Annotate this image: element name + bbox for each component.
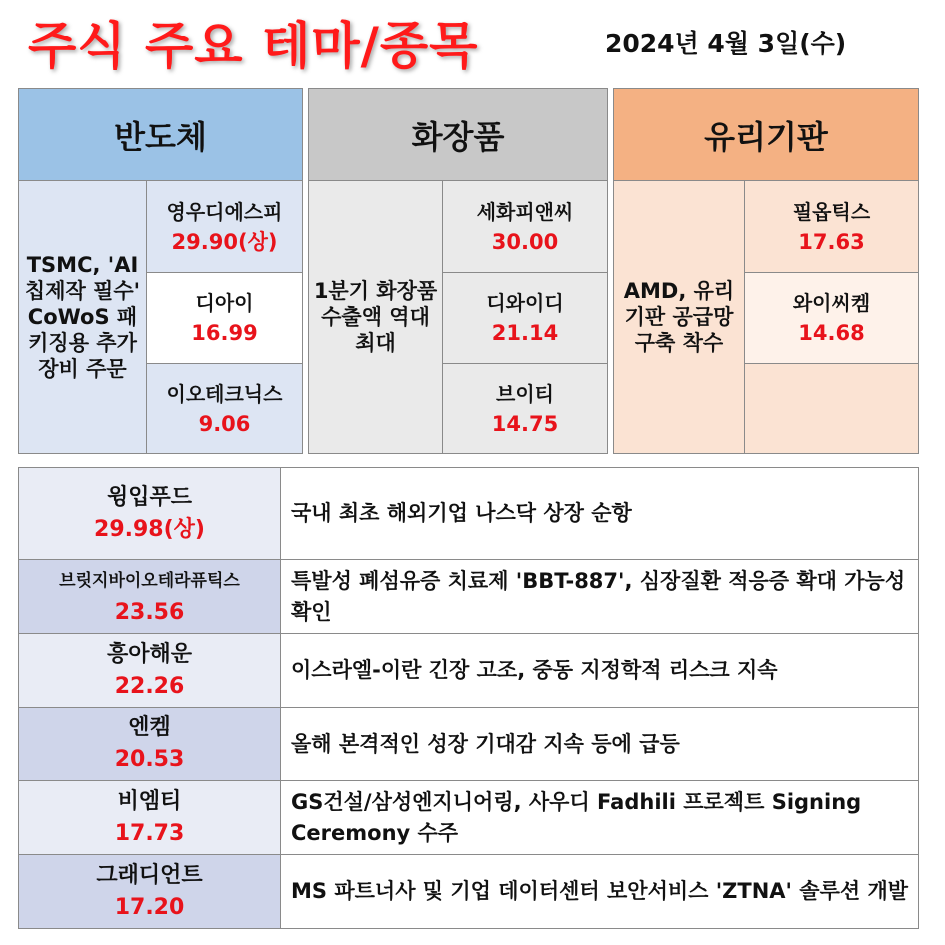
stock-name: 영우디에스피 (166, 199, 283, 224)
theme-stock (745, 272, 918, 363)
theme-panel-cosmetics (308, 88, 608, 454)
stock-change: 14.68 (798, 321, 865, 345)
table-row (19, 633, 918, 707)
stock-cell (19, 855, 281, 928)
theme-description: 1분기 화장품 수출액 역대 최대 (309, 181, 443, 453)
stock-cell (19, 708, 281, 780)
news-text: 이스라엘-이란 긴장 고조, 중동 지정학적 리스크 지속 (281, 634, 918, 707)
stock-change: 22.26 (114, 673, 185, 699)
stock-change: 21.14 (491, 321, 559, 345)
stock-name: 와이씨켐 (792, 291, 871, 315)
table-row (19, 854, 918, 928)
stock-name: 세화피앤씨 (476, 199, 574, 224)
stock-change: 16.99 (191, 321, 258, 345)
theme-stock (443, 363, 607, 454)
table-row (19, 468, 918, 559)
stock-cell (19, 468, 281, 559)
stock-change: 17.73 (114, 820, 185, 846)
stock-name: 이오테크닉스 (166, 382, 283, 406)
stock-name: 비엠티 (117, 788, 182, 814)
theme-stock (147, 363, 302, 454)
theme-stock (745, 181, 918, 272)
stock-name: 브릿지바이오테라퓨틱스 (59, 570, 240, 591)
table-row (19, 707, 918, 780)
stock-name: 브이티 (496, 382, 554, 406)
stock-cell (19, 560, 281, 633)
theme-title: 화장품 (309, 89, 607, 181)
stock-change: 20.53 (114, 747, 185, 772)
stock-cell (19, 781, 281, 854)
news-text: 특발성 폐섬유증 치료제 'BBT-887', 심장질환 적응증 확대 가능성 확인 (281, 560, 918, 633)
stock-name: 윙입푸드 (106, 484, 192, 510)
theme-title: 반도체 (19, 89, 302, 181)
theme-panel-glass-substrate (613, 88, 919, 454)
stock-name: 그래디언트 (96, 862, 203, 888)
news-text: GS건설/삼성엔지니어링, 사우디 Fadhili 프로젝트 Signing Ceremony 수주 (281, 781, 918, 854)
news-text: MS 파트너사 및 기업 데이터센터 보안서비스 'ZTNA' 솔루션 개발 (281, 855, 918, 928)
stock-name: 엔켐 (128, 715, 171, 740)
news-text: 국내 최초 해외기업 나스닥 상장 순항 (281, 468, 918, 559)
theme-stock (147, 181, 302, 272)
page-title: 주식 주요 테마/종목 (28, 17, 479, 75)
theme-title: 유리기판 (614, 89, 918, 181)
stock-change: 14.75 (491, 412, 559, 436)
stock-name: 필옵틱스 (792, 199, 871, 224)
theme-description: TSMC, 'AI 칩제작 필수' CoWoS 패키징용 추가 장비 주문 (19, 181, 147, 453)
stock-name: 디아이 (195, 291, 254, 315)
theme-stock-empty (745, 363, 918, 454)
theme-stock (443, 272, 607, 363)
theme-panel-semiconductor (18, 88, 303, 454)
stock-change: 9.06 (198, 412, 251, 436)
report-date: 2024년 4월 3일(수) (605, 29, 847, 58)
stock-change: 30.00 (491, 229, 559, 254)
stock-name: 흥아해운 (106, 641, 192, 667)
stock-change: 23.56 (114, 599, 185, 625)
theme-stock (147, 272, 302, 363)
stock-name: 디와이디 (486, 291, 564, 315)
stock-change: 17.20 (114, 894, 185, 920)
stock-cell (19, 634, 281, 707)
stock-change: 29.98(상) (94, 516, 205, 542)
news-text: 올해 본격적인 성장 기대감 지속 등에 급등 (281, 708, 918, 780)
stock-news-table (18, 467, 919, 929)
table-row (19, 559, 918, 633)
stock-change: 17.63 (798, 229, 865, 254)
theme-description: AMD, 유리기판 공급망 구축 착수 (614, 181, 745, 453)
stock-change: 29.90(상) (171, 229, 278, 254)
theme-stock (443, 181, 607, 272)
table-row (19, 780, 918, 854)
